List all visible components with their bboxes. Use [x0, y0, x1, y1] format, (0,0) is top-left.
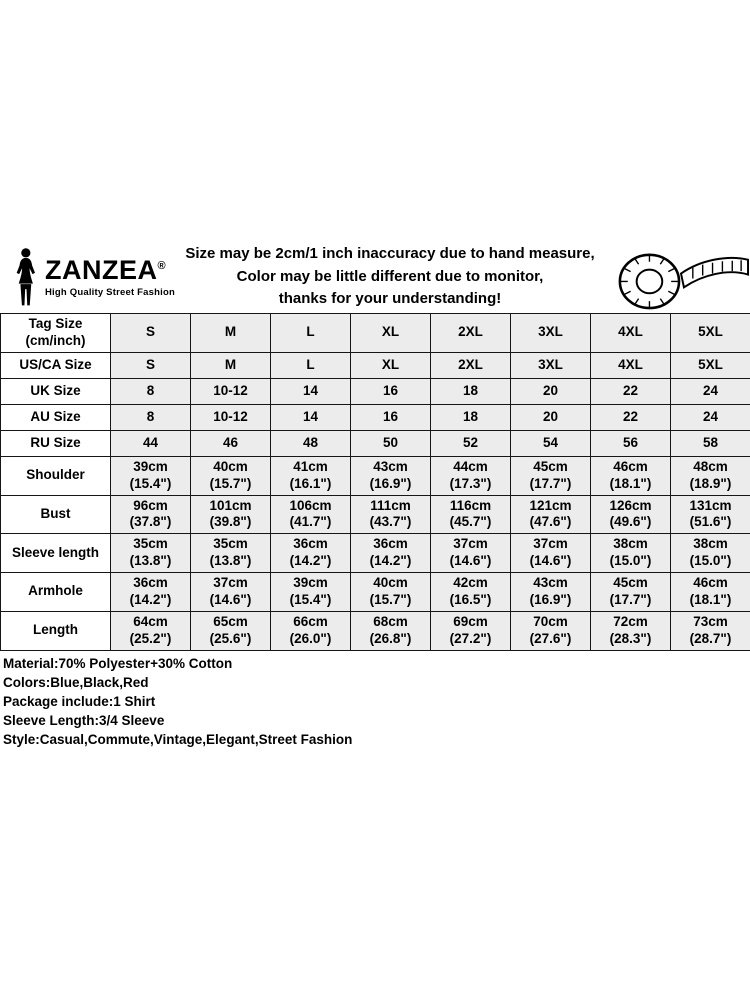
cell-line: 44cm — [453, 458, 488, 474]
cell-line: 8 — [146, 382, 155, 398]
size-cell — [111, 611, 191, 650]
cell-line: 65cm — [213, 613, 248, 629]
size-cell — [671, 495, 750, 534]
brand-name-text: ZANZEA — [45, 254, 158, 285]
cell-line: Length — [33, 622, 78, 638]
cell-line: (15.4") — [129, 475, 172, 491]
size-table — [0, 313, 750, 651]
cell-line: 10-12 — [213, 382, 248, 398]
table-row — [1, 352, 750, 378]
cell-line: (18.9") — [689, 475, 732, 491]
cell-line: 18 — [462, 382, 479, 398]
cell-line: 48cm — [693, 458, 728, 474]
cell-line: 2XL — [458, 356, 483, 372]
cell-line: 37cm — [213, 575, 248, 590]
measuring-tape-icon — [608, 242, 750, 313]
cell-line: Armhole — [28, 583, 83, 599]
size-cell — [671, 314, 750, 353]
size-cell — [191, 378, 271, 404]
cell-line: Bust — [40, 505, 71, 521]
cell-line: 58 — [702, 434, 719, 450]
size-cell — [591, 611, 671, 650]
cell-line: (16.9") — [529, 591, 572, 607]
brand-text — [45, 254, 175, 298]
cell-line: 39cm — [293, 575, 328, 590]
cell-line: 18 — [462, 408, 479, 424]
cell-line: (14.6") — [529, 553, 572, 569]
size-cell — [431, 456, 511, 495]
cell-line: (51.6") — [689, 514, 732, 530]
size-cell — [431, 352, 511, 378]
cell-line: 44 — [142, 434, 159, 450]
cell-line: (15.4") — [289, 591, 332, 607]
cell-line: M — [224, 356, 237, 372]
table-row — [1, 534, 750, 573]
cell-line: 69cm — [453, 613, 488, 629]
cell-line: 68cm — [373, 613, 408, 629]
size-cell — [591, 404, 671, 430]
cell-line: US/CA Size — [19, 356, 92, 372]
cell-line: (14.2") — [129, 591, 172, 607]
size-cell — [351, 378, 431, 404]
cell-line: 50 — [382, 434, 399, 450]
cell-line: 45cm — [533, 458, 568, 474]
registered-mark: ® — [157, 259, 167, 272]
cell-line: 37cm — [453, 536, 488, 552]
size-cell — [191, 534, 271, 573]
cell-line: (25.6") — [209, 630, 252, 646]
cell-line: 20 — [542, 382, 559, 398]
size-cell — [271, 495, 351, 534]
cell-line: (14.6") — [449, 553, 492, 569]
cell-line: 10-12 — [213, 408, 248, 424]
size-cell — [351, 404, 431, 430]
size-cell — [671, 352, 750, 378]
cell-line: XL — [381, 324, 400, 340]
cell-line: 116cm — [449, 497, 492, 513]
cell-line: (25.2") — [129, 630, 172, 646]
size-cell — [591, 573, 671, 612]
table-row — [1, 611, 750, 650]
size-cell — [111, 495, 191, 534]
table-row — [1, 314, 750, 353]
size-table-body — [1, 314, 750, 651]
cell-line: XL — [381, 356, 400, 372]
notice-line: thanks for your understanding! — [278, 290, 502, 308]
cell-line: S — [145, 356, 155, 372]
cell-line: (41.7") — [289, 514, 332, 530]
cell-line: 35cm — [213, 536, 248, 552]
row-label — [1, 534, 111, 573]
size-cell — [271, 352, 351, 378]
detail-line-colors: Colors:Blue,Black,Red — [3, 675, 149, 690]
brand-tagline: High Quality Street Fashion — [45, 286, 175, 298]
table-row — [1, 495, 750, 534]
row-label — [1, 314, 111, 353]
size-cell — [351, 430, 431, 456]
cell-line: S — [145, 324, 155, 340]
cell-line: 48 — [302, 434, 319, 450]
cell-line: 8 — [146, 408, 155, 424]
cell-line: 14 — [302, 408, 319, 424]
woman-silhouette-icon — [10, 246, 40, 308]
cell-line: (16.9") — [369, 475, 412, 491]
size-cell — [511, 352, 591, 378]
size-cell — [671, 611, 750, 650]
cell-line: 46cm — [613, 458, 648, 474]
size-cell — [671, 430, 750, 456]
detail-line-material: Material:70% Polyester+30% Cotton — [3, 656, 233, 671]
size-cell — [191, 495, 271, 534]
size-cell — [191, 611, 271, 650]
row-label — [1, 456, 111, 495]
cell-line: Sleeve length — [11, 544, 100, 560]
size-cell — [671, 573, 750, 612]
cell-line: 36cm — [373, 536, 408, 552]
size-cell — [191, 430, 271, 456]
cell-line: (26.0") — [289, 630, 332, 646]
cell-line: 16 — [382, 382, 399, 398]
table-row — [1, 573, 750, 612]
cell-line: AU Size — [30, 408, 81, 424]
cell-line: 14 — [302, 382, 319, 398]
cell-line: 4XL — [618, 356, 643, 372]
size-cell — [591, 456, 671, 495]
cell-line: 46cm — [693, 575, 728, 590]
cell-line: (28.3") — [609, 630, 652, 646]
cell-line: (18.1") — [689, 591, 732, 607]
size-cell — [591, 534, 671, 573]
cell-line: 36cm — [293, 536, 328, 552]
size-cell — [431, 573, 511, 612]
size-cell — [511, 573, 591, 612]
notice-line: Color may be little different due to monitor, — [236, 267, 544, 285]
cell-line: (27.2") — [449, 630, 492, 646]
size-cell — [671, 378, 750, 404]
row-label — [1, 495, 111, 534]
measure-notice — [172, 243, 608, 311]
cell-line: (37.8") — [129, 514, 172, 530]
cell-line: 43cm — [533, 575, 568, 590]
cell-line: (17.7") — [609, 591, 652, 607]
size-cell — [111, 378, 191, 404]
cell-line: 40cm — [373, 575, 408, 590]
product-details — [3, 654, 747, 749]
cell-line: 42cm — [453, 575, 488, 590]
size-cell — [431, 404, 511, 430]
cell-line: L — [306, 324, 315, 340]
cell-line: (28.7") — [689, 630, 732, 646]
cell-line: (16.1") — [289, 475, 332, 491]
table-row — [1, 378, 750, 404]
cell-line: 131cm — [689, 497, 732, 513]
size-cell — [191, 352, 271, 378]
size-cell — [431, 495, 511, 534]
cell-line: 41cm — [293, 458, 328, 474]
row-label — [1, 352, 111, 378]
size-cell — [671, 534, 750, 573]
size-cell — [591, 430, 671, 456]
cell-line: 56 — [622, 434, 639, 450]
size-cell — [111, 430, 191, 456]
cell-line: 39cm — [133, 458, 168, 474]
cell-line: 3XL — [538, 356, 563, 372]
row-label — [1, 430, 111, 456]
cell-line: (17.3") — [449, 475, 492, 491]
cell-line: (47.6") — [529, 514, 572, 530]
cell-line: 37cm — [533, 536, 568, 552]
cell-line: (14.2") — [289, 553, 332, 569]
cell-line: 54 — [542, 434, 559, 450]
cell-line: 43cm — [373, 458, 408, 474]
size-cell — [191, 314, 271, 353]
size-cell — [671, 404, 750, 430]
cell-line: 96cm — [133, 497, 168, 513]
cell-line: (43.7") — [369, 514, 412, 530]
size-cell — [431, 378, 511, 404]
row-label — [1, 404, 111, 430]
cell-line: 73cm — [693, 613, 728, 629]
cell-line: 101cm — [209, 497, 252, 513]
size-cell — [111, 352, 191, 378]
size-cell — [271, 378, 351, 404]
cell-line: 40cm — [213, 458, 248, 474]
size-cell — [431, 314, 511, 353]
row-label — [1, 611, 111, 650]
cell-line: (26.8") — [369, 630, 412, 646]
cell-line: 52 — [462, 434, 479, 450]
size-cell — [271, 456, 351, 495]
size-cell — [431, 430, 511, 456]
cell-line: (16.5") — [449, 591, 492, 607]
cell-line: 66cm — [293, 613, 328, 629]
size-cell — [671, 456, 750, 495]
cell-line: L — [306, 356, 315, 372]
cell-line: 24 — [702, 382, 719, 398]
size-cell — [271, 573, 351, 612]
notice-line: Size may be 2cm/1 inch inaccuracy due to hand measure, — [185, 245, 595, 263]
cell-line: (49.6") — [609, 514, 652, 530]
cell-line: (13.8") — [209, 553, 252, 569]
size-cell — [271, 611, 351, 650]
size-cell — [271, 534, 351, 573]
cell-line: 46 — [222, 434, 239, 450]
size-cell — [591, 378, 671, 404]
cell-line: (14.6") — [209, 591, 252, 607]
cell-line: 22 — [622, 382, 639, 398]
size-cell — [511, 404, 591, 430]
cell-line: (15.7") — [369, 591, 412, 607]
size-cell — [351, 573, 431, 612]
cell-line: 106cm — [289, 497, 332, 513]
cell-line: 36cm — [133, 575, 168, 590]
cell-line: 5XL — [698, 356, 723, 372]
cell-line: (27.6") — [529, 630, 572, 646]
size-cell — [351, 495, 431, 534]
header — [0, 239, 750, 315]
cell-line: (18.1") — [609, 475, 652, 491]
size-cell — [511, 611, 591, 650]
size-cell — [271, 314, 351, 353]
cell-line: (13.8") — [129, 553, 172, 569]
cell-line: (15.0") — [689, 553, 732, 569]
cell-line: 5XL — [698, 324, 723, 340]
cell-line: 4XL — [618, 324, 643, 340]
size-cell — [351, 534, 431, 573]
cell-line: 70cm — [533, 613, 568, 629]
table-row — [1, 430, 750, 456]
cell-line: Shoulder — [26, 467, 85, 483]
size-cell — [111, 456, 191, 495]
cell-line: (17.7") — [529, 475, 572, 491]
brand-logo — [0, 246, 175, 308]
cell-line: 3XL — [538, 324, 563, 340]
size-cell — [431, 611, 511, 650]
brand-name — [45, 254, 175, 285]
size-cell — [271, 404, 351, 430]
size-cell — [511, 314, 591, 353]
detail-line-package: Package include:1 Shirt — [3, 694, 156, 709]
cell-line: 22 — [622, 408, 639, 424]
cell-line: 24 — [702, 408, 719, 424]
size-cell — [511, 495, 591, 534]
detail-line-style: Style:Casual,Commute,Vintage,Elegant,Street Fashion — [3, 732, 353, 747]
size-cell — [111, 314, 191, 353]
cell-line: 64cm — [133, 613, 168, 629]
cell-line: M — [224, 324, 237, 340]
cell-line: (39.8") — [209, 514, 252, 530]
size-cell — [191, 456, 271, 495]
size-cell — [511, 534, 591, 573]
detail-line-sleeve-length: Sleeve Length:3/4 Sleeve — [3, 713, 165, 728]
size-cell — [191, 404, 271, 430]
size-cell — [351, 314, 431, 353]
cell-line: (15.0") — [609, 553, 652, 569]
cell-line: 72cm — [613, 613, 648, 629]
cell-line: (15.7") — [209, 475, 252, 491]
size-cell — [431, 534, 511, 573]
size-cell — [591, 352, 671, 378]
size-cell — [511, 430, 591, 456]
cell-line: (cm/inch) — [25, 332, 86, 348]
cell-line: 121cm — [529, 497, 572, 513]
cell-line: RU Size — [30, 434, 81, 450]
cell-line: 45cm — [613, 575, 648, 590]
size-cell — [591, 495, 671, 534]
size-cell — [111, 534, 191, 573]
cell-line: (14.2") — [369, 553, 412, 569]
cell-line: Tag Size — [28, 316, 83, 331]
cell-line: 2XL — [458, 324, 483, 340]
cell-line: 16 — [382, 408, 399, 424]
row-label — [1, 573, 111, 612]
size-cell — [351, 611, 431, 650]
cell-line: 35cm — [133, 536, 168, 552]
cell-line: 38cm — [613, 536, 648, 552]
size-cell — [351, 352, 431, 378]
size-cell — [271, 430, 351, 456]
table-row — [1, 404, 750, 430]
cell-line: UK Size — [30, 382, 81, 398]
size-cell — [351, 456, 431, 495]
size-cell — [111, 573, 191, 612]
cell-line: 20 — [542, 408, 559, 424]
cell-line: 38cm — [693, 536, 728, 552]
size-cell — [591, 314, 671, 353]
cell-line: 126cm — [609, 497, 652, 513]
size-cell — [511, 378, 591, 404]
size-cell — [111, 404, 191, 430]
cell-line: (45.7") — [449, 514, 492, 530]
size-cell — [511, 456, 591, 495]
size-cell — [191, 573, 271, 612]
row-label — [1, 378, 111, 404]
table-row — [1, 456, 750, 495]
cell-line: 111cm — [370, 497, 411, 513]
